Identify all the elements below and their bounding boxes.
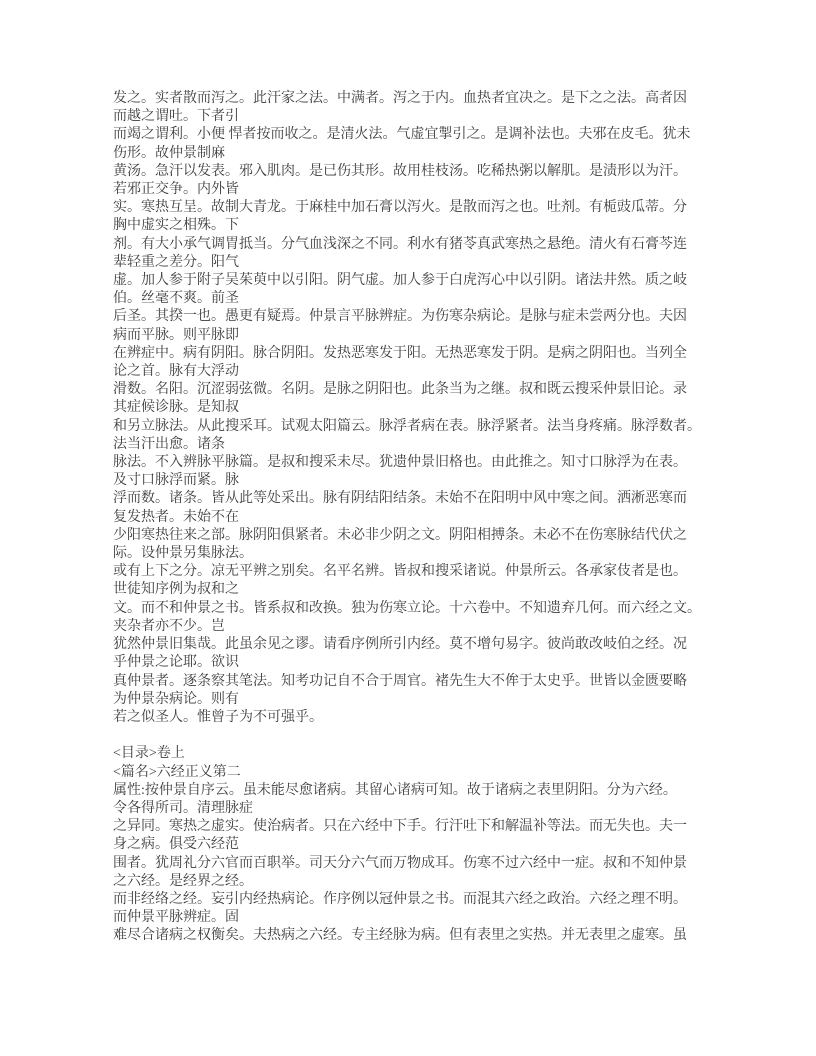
- text-line: <篇名>六经正义第二: [113, 764, 241, 780]
- text-line: 发之。实者散而泻之。此汗家之法。中满者。泻之于内。血热者宜决之。是下之之法。高者因: [113, 91, 687, 106]
- text-line: 实。寒热互呈。故制大青龙。于麻桂中加石膏以泻火。是散而泻之也。吐剂。有栀豉瓜蒂。分: [113, 200, 687, 216]
- text-line: 夹杂者亦不少。岂: [113, 618, 225, 634]
- text-line: 世徒知序例为叔和之: [113, 582, 239, 598]
- text-line: 后圣。其揆一也。愚更有疑焉。仲景言平脉辨症。为伤寒杂病论。是脉与症未尝两分也。夫因: [113, 309, 687, 325]
- text-line: 之异同。寒热之虚实。使治病者。只在六经中下手。行汗吐下和解温补等法。而无失也。夫一: [113, 819, 687, 835]
- text-line: 属性:按仲景自序云。虽未能尽愈诸病。其留心诸病可知。故于诸病之表里阴阳。分为六经。: [113, 782, 677, 798]
- text-line: 病而平脉。则平脉即: [113, 327, 239, 343]
- text-line: 和另立脉法。从此搜采耳。试观太阳篇云。脉浮者病在表。脉浮紧者。法当身疼痛。脉浮数者。: [113, 418, 701, 434]
- text-line: 犹然仲景旧集哉。此虽余见之谬。请看序例所引内经。莫不增句易字。彼尚敢改岐伯之经。况: [113, 637, 687, 653]
- text-line: 际。设仲景另集脉法。: [113, 546, 253, 562]
- text-line: 伤形。故仲景制麻: [113, 145, 225, 161]
- text-line: [113, 727, 718, 745]
- text-line: 身之病。俱受六经范: [113, 837, 239, 853]
- text-line: 乎仲景之论耶。欲识: [113, 655, 239, 671]
- text-line: 辈轻重之差分。阳气: [113, 254, 239, 270]
- text-line: 论之首。脉有大浮动: [113, 364, 239, 380]
- text-line: 剂。有大小承气调胃抵当。分气血浅深之不同。利水有猪苓真武寒热之悬绝。清火有石膏芩连: [113, 236, 687, 252]
- text-line: 之六经。是经界之经。: [113, 873, 253, 889]
- text-line: 黄汤。急汗以发表。邪入肌肉。是已伤其形。故用桂枝汤。吃稀热粥以解肌。是渍形以为汗。: [113, 163, 687, 179]
- text-line: 浮而数。诸条。皆从此等处采出。脉有阴结阳结条。未始不在阳明中风中寒之间。洒淅恶寒而: [113, 491, 687, 507]
- text-line: 脉法。不入辨脉平脉篇。是叔和搜采未尽。犹遗仲景旧格也。由此推之。知寸口脉浮为在表。: [113, 455, 687, 471]
- text-line: 文。而不和仲景之书。皆系叔和改换。独为伤寒立论。十六卷中。不知遗弃几何。而六经之文。: [113, 600, 701, 616]
- text-line: 在辨症中。病有阴阳。脉合阴阳。发热恶寒发于阳。无热恶寒发于阴。是病之阴阳也。当列全: [113, 345, 687, 361]
- text-line: 法当汗出愈。诸条: [113, 436, 225, 452]
- document-text: [113, 90, 718, 946]
- text-line: 真仲景者。逐条察其笔法。知考功记自不合于周官。褚先生大不侔于太史乎。世皆以金匮要略: [113, 673, 687, 689]
- text-line: 而仲景平脉辨症。固: [113, 910, 239, 926]
- text-line: 围者。犹周礼分六官而百职举。司天分六气而万物成耳。伤寒不过六经中一症。叔和不知仲景: [113, 855, 687, 871]
- text-line: 而竭之谓利。小便 悍者按而收之。是清火法。气虚宜掣引之。是调补法也。夫邪在皮毛。犹未: [113, 127, 691, 143]
- text-line: 若邪正交争。内外皆: [113, 182, 239, 198]
- text-line: <目录>卷上: [113, 746, 185, 762]
- text-line: 胸中虚实之相殊。下: [113, 218, 239, 234]
- text-line: 难尽合诸病之权衡矣。夫热病之六经。专主经脉为病。但有表里之实热。并无表里之虚寒。虽: [113, 928, 687, 944]
- text-line: 而非经络之经。妄引内经热病论。作序例以冠仲景之书。而混其六经之政治。六经之理不明。: [113, 891, 687, 907]
- text-line: 虚。加人参于附子吴茱萸中以引阳。阴气虚。加人参于白虎泻心中以引阴。诸法井然。质之岐: [113, 273, 687, 289]
- text-line: 或有上下之分。凉无平辨之别矣。名平名辨。皆叔和搜采诸说。仲景所云。各承家伎者是也。: [113, 564, 687, 580]
- text-line: 为仲景杂病论。则有: [113, 691, 239, 707]
- text-line: 若之似圣人。惟曾子为不可强乎。: [113, 709, 323, 725]
- text-line: 滑数。名阳。沉涩弱弦微。名阴。是脉之阴阳也。此条当为之继。叔和既云搜采仲景旧论。录: [113, 382, 687, 398]
- text-line: 伯。丝毫不爽。前圣: [113, 291, 239, 307]
- text-line: 及寸口脉浮而紧。脉: [113, 473, 239, 489]
- text-line: 令各得所司。清理脉症: [113, 800, 253, 816]
- text-line: 其症候诊脉。是知叔: [113, 400, 239, 416]
- text-line: 复发热者。未始不在: [113, 509, 239, 525]
- text-line: 而越之谓吐。下者引: [113, 109, 239, 125]
- text-line: 少阳寒热往来之部。脉阴阳俱紧者。未必非少阴之文。阴阳相搏条。未必不在伤寒脉结代伏之: [113, 527, 687, 543]
